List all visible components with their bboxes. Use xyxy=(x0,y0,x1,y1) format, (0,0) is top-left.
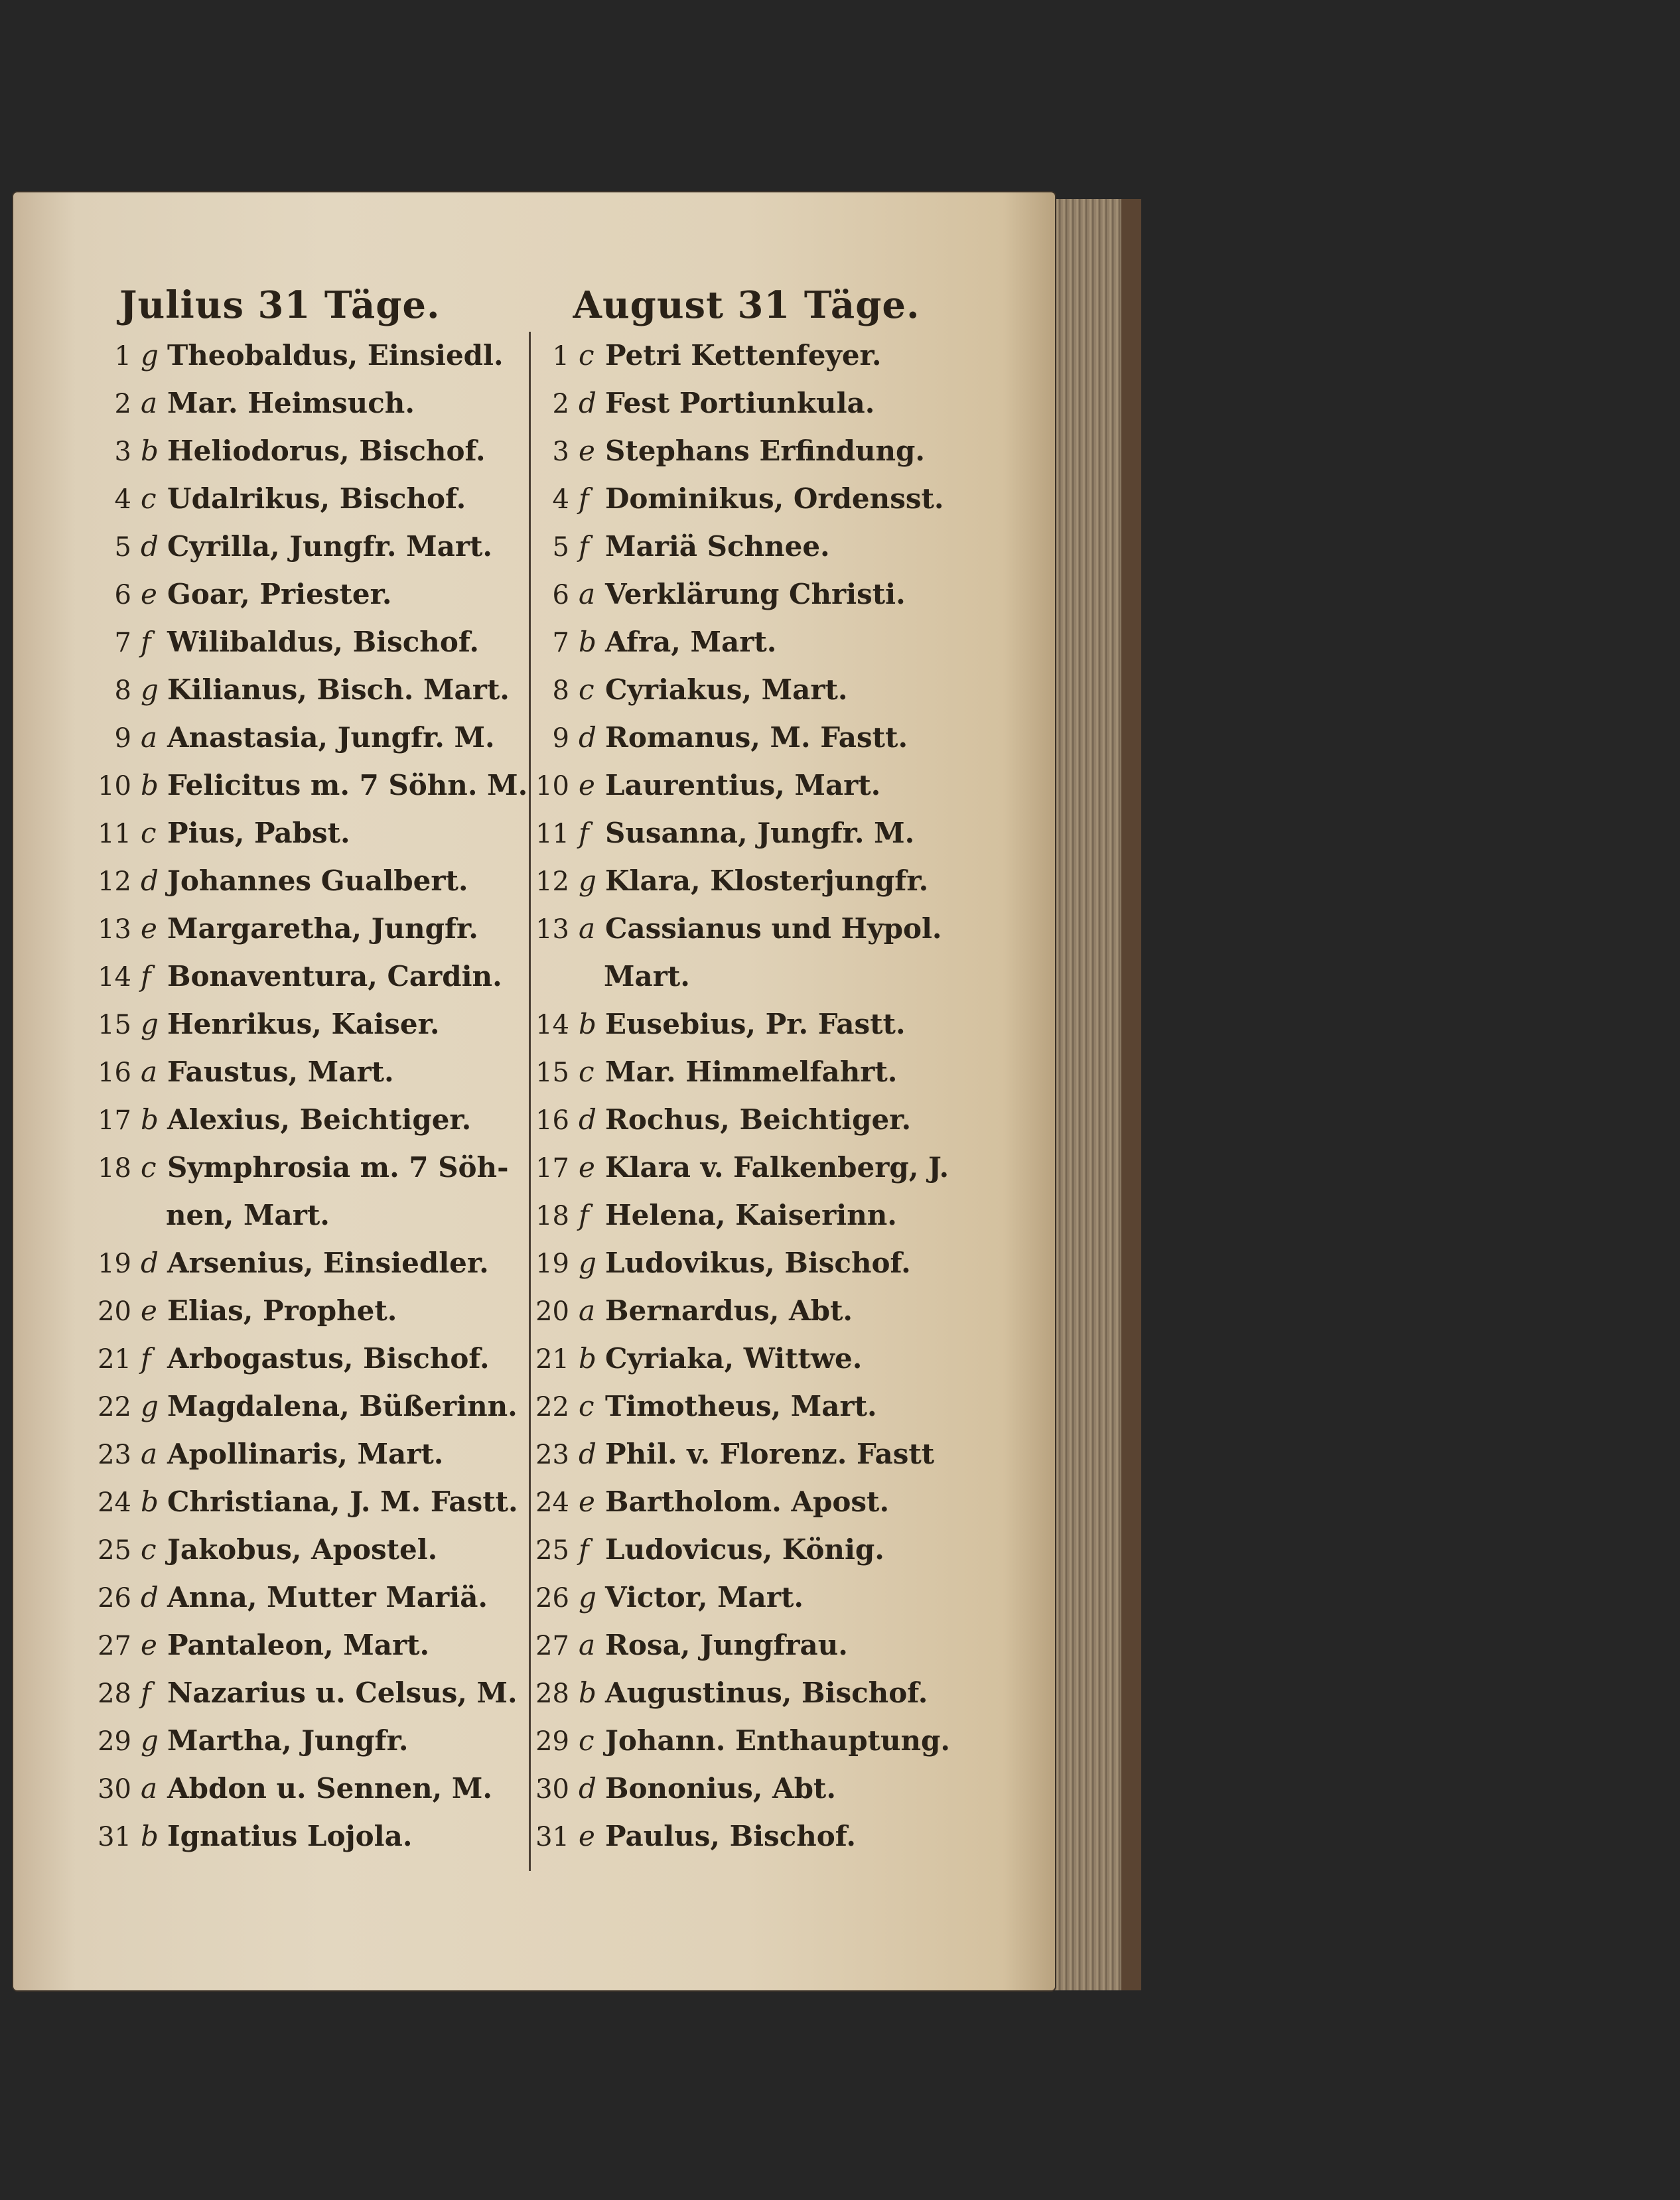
saint-name: Ludovicus, König. xyxy=(605,1533,884,1566)
day-number: 10 xyxy=(98,771,131,801)
day-number: 5 xyxy=(552,532,569,563)
dominical-letter: e xyxy=(141,578,157,610)
calendar-entry xyxy=(531,379,962,427)
day-number: 7 xyxy=(552,628,569,658)
day-number: 20 xyxy=(535,1296,569,1327)
day-number: 27 xyxy=(98,1631,131,1661)
saint-name: Phil. v. Florenz. Fastt xyxy=(605,1438,935,1470)
saint-name: Martha, Jungfr. xyxy=(167,1724,409,1757)
saint-name: Ignatius Lojola. xyxy=(167,1820,413,1852)
day-number: 4 xyxy=(552,484,569,515)
dominical-letter: f xyxy=(579,530,589,563)
calendar-entry xyxy=(93,1526,531,1574)
day-number: 8 xyxy=(114,675,131,706)
calendar-entry xyxy=(93,1096,531,1144)
dominical-letter: f xyxy=(141,626,151,658)
calendar-entry xyxy=(531,666,962,714)
saint-name: Susanna, Jungfr. M. xyxy=(605,817,915,849)
day-number: 28 xyxy=(98,1679,131,1709)
dominical-letter: c xyxy=(141,817,157,849)
calendar-entry xyxy=(531,1144,962,1192)
august-entries xyxy=(531,332,962,1860)
dominical-letter: e xyxy=(579,769,595,801)
day-number: 29 xyxy=(535,1726,569,1757)
day-number: 15 xyxy=(535,1058,569,1088)
day-number: 7 xyxy=(114,628,131,658)
day-number: 14 xyxy=(98,962,131,993)
saint-name: Cyrilla, Jungfr. Mart. xyxy=(167,530,493,563)
calendar-entry xyxy=(93,1813,531,1860)
day-number: 31 xyxy=(98,1822,131,1852)
day-number: 26 xyxy=(98,1583,131,1614)
dominical-letter: a xyxy=(579,912,596,945)
dominical-letter: d xyxy=(141,530,159,563)
dominical-letter: d xyxy=(141,864,159,897)
saint-name: Timotheus, Mart. xyxy=(605,1390,877,1422)
dominical-letter: d xyxy=(579,387,596,419)
dominical-letter: c xyxy=(141,1533,157,1566)
calendar-entry xyxy=(531,1430,962,1478)
july-entries xyxy=(93,332,531,1860)
calendar-entry xyxy=(93,714,531,762)
day-number: 5 xyxy=(114,532,131,563)
calendar-entry xyxy=(93,1192,531,1239)
day-number: 22 xyxy=(98,1392,131,1422)
day-number: 4 xyxy=(114,484,131,515)
dominical-letter: g xyxy=(141,673,159,706)
day-number: 6 xyxy=(114,580,131,610)
dominical-letter: e xyxy=(579,1485,595,1518)
dominical-letter: f xyxy=(579,817,589,849)
dominical-letter: c xyxy=(141,1151,157,1184)
saint-name: Apollinaris, Mart. xyxy=(167,1438,444,1470)
saint-name: Afra, Mart. xyxy=(605,626,777,658)
calendar-entry xyxy=(531,1574,962,1621)
dominical-letter: g xyxy=(141,1008,159,1040)
dominical-letter: b xyxy=(141,435,159,467)
calendar-entry xyxy=(93,523,531,571)
saint-name: Romanus, M. Fastt. xyxy=(605,721,908,754)
dominical-letter: a xyxy=(141,1056,158,1088)
saint-name: Klara v. Falkenberg, J. xyxy=(605,1151,949,1184)
dominical-letter: g xyxy=(141,1724,159,1757)
saint-name: Helena, Kaiserinn. xyxy=(605,1199,897,1231)
saint-name: Johannes Gualbert. xyxy=(167,864,468,897)
saint-name: Heliodorus, Bischof. xyxy=(167,435,486,467)
dominical-letter: f xyxy=(579,482,589,515)
day-number: 13 xyxy=(535,914,569,945)
saint-name: Anna, Mutter Mariä. xyxy=(167,1581,488,1614)
dominical-letter: b xyxy=(579,1008,596,1040)
saint-name: Symphrosia m. 7 Söh- xyxy=(167,1151,509,1184)
dominical-letter: b xyxy=(579,626,596,658)
calendar-entry xyxy=(531,1239,962,1287)
calendar-entry xyxy=(531,1765,962,1813)
calendar-entry xyxy=(93,1048,531,1096)
saint-name: nen, Mart. xyxy=(166,1199,330,1231)
dominical-letter: d xyxy=(579,721,596,754)
saint-name: Laurentius, Mart. xyxy=(605,769,881,801)
day-number: 10 xyxy=(535,771,569,801)
day-number: 9 xyxy=(552,723,569,754)
saint-name: Goar, Priester. xyxy=(167,578,392,610)
saint-name: Alexius, Beichtiger. xyxy=(167,1103,472,1136)
dominical-letter: e xyxy=(579,1151,595,1184)
saint-name: Pius, Pabst. xyxy=(167,817,350,849)
calendar-entry xyxy=(93,1669,531,1717)
dominical-letter: b xyxy=(141,1485,159,1518)
calendar-entry xyxy=(93,1239,531,1287)
saint-name: Mar. Himmelfahrt. xyxy=(605,1056,898,1088)
day-number: 31 xyxy=(535,1822,569,1852)
saint-name: Margaretha, Jungfr. xyxy=(167,912,478,945)
dominical-letter: e xyxy=(579,1820,595,1852)
saint-name: Petri Kettenfeyer. xyxy=(605,339,882,372)
day-number: 14 xyxy=(535,1010,569,1040)
dominical-letter: d xyxy=(579,1438,596,1470)
calendar-entry xyxy=(531,427,962,475)
day-number: 12 xyxy=(535,866,569,897)
dominical-letter: c xyxy=(579,673,595,706)
july-title: Julius 31 Täge. xyxy=(119,283,441,327)
calendar-entry xyxy=(531,571,962,618)
day-number: 1 xyxy=(114,341,131,372)
dominical-letter: b xyxy=(141,1103,159,1136)
calendar-entry xyxy=(93,1574,531,1621)
calendar-entry xyxy=(93,1621,531,1669)
saint-name: Faustus, Mart. xyxy=(167,1056,394,1088)
calendar-entry xyxy=(93,475,531,523)
calendar-entry xyxy=(531,1192,962,1239)
calendar-entry xyxy=(531,1096,962,1144)
calendar-entry xyxy=(531,1287,962,1335)
saint-name: Johann. Enthauptung. xyxy=(605,1724,951,1757)
day-number: 2 xyxy=(552,389,569,419)
dominical-letter: b xyxy=(579,1342,596,1375)
dominical-letter: c xyxy=(579,339,595,372)
day-number: 25 xyxy=(535,1535,569,1566)
august-title: August 31 Täge. xyxy=(573,283,920,327)
day-number: 22 xyxy=(535,1392,569,1422)
saint-name: Henrikus, Kaiser. xyxy=(167,1008,440,1040)
saint-name: Mart. xyxy=(604,960,690,993)
calendar-entry xyxy=(93,666,531,714)
day-number: 24 xyxy=(98,1487,131,1518)
day-number: 3 xyxy=(552,437,569,467)
day-number: 17 xyxy=(535,1153,569,1184)
day-number: 19 xyxy=(98,1249,131,1279)
dominical-letter: c xyxy=(579,1056,595,1088)
day-number: 6 xyxy=(552,580,569,610)
day-number: 15 xyxy=(98,1010,131,1040)
day-number: 12 xyxy=(98,866,131,897)
dominical-letter: d xyxy=(579,1103,596,1136)
saint-name: Bononius, Abt. xyxy=(605,1772,836,1805)
saint-name: Christiana, J. M. Fastt. xyxy=(167,1485,518,1518)
calendar-entry xyxy=(93,1765,531,1813)
dominical-letter: g xyxy=(579,864,596,897)
calendar-entry xyxy=(531,1335,962,1383)
calendar-entry xyxy=(531,1621,962,1669)
day-number: 26 xyxy=(535,1583,569,1614)
day-number: 30 xyxy=(535,1774,569,1805)
saint-name: Mariä Schnee. xyxy=(605,530,830,563)
calendar-entry xyxy=(93,1717,531,1765)
calendar-entry xyxy=(93,1478,531,1526)
calendar-entry xyxy=(531,1383,962,1430)
day-number: 24 xyxy=(535,1487,569,1518)
dominical-letter: e xyxy=(141,912,157,945)
dominical-letter: f xyxy=(141,960,151,993)
calendar-entry xyxy=(531,332,962,379)
calendar-entry xyxy=(531,475,962,523)
saint-name: Cyriaka, Wittwe. xyxy=(605,1342,863,1375)
dominical-letter: c xyxy=(141,482,157,515)
saint-name: Dominikus, Ordensst. xyxy=(605,482,944,515)
calendar-entry xyxy=(93,379,531,427)
day-number: 2 xyxy=(114,389,131,419)
day-number: 16 xyxy=(535,1105,569,1136)
calendar-entry xyxy=(531,953,962,1000)
dominical-letter: f xyxy=(579,1533,589,1566)
calendar-entry xyxy=(93,953,531,1000)
dominical-letter: f xyxy=(141,1677,151,1709)
saint-name: Nazarius u. Celsus, M. xyxy=(167,1677,518,1709)
calendar-entry xyxy=(93,1430,531,1478)
saint-name: Arsenius, Einsiedler. xyxy=(167,1247,489,1279)
day-number: 29 xyxy=(98,1726,131,1757)
saint-name: Magdalena, Büßerinn. xyxy=(167,1390,518,1422)
calendar-entry xyxy=(93,1335,531,1383)
calendar-entry xyxy=(93,905,531,953)
day-number: 21 xyxy=(98,1344,131,1375)
calendar-entry xyxy=(93,1287,531,1335)
dominical-letter: d xyxy=(579,1772,596,1805)
dominical-letter: a xyxy=(141,721,158,754)
dominical-letter: g xyxy=(141,1390,159,1422)
calendar-entry xyxy=(531,1478,962,1526)
day-number: 1 xyxy=(552,341,569,372)
dominical-letter: c xyxy=(579,1390,595,1422)
calendar-entry xyxy=(531,714,962,762)
dominical-letter: c xyxy=(579,1724,595,1757)
saint-name: Cassianus und Hypol. xyxy=(605,912,942,945)
day-number: 28 xyxy=(535,1679,569,1709)
day-number: 25 xyxy=(98,1535,131,1566)
day-number: 21 xyxy=(535,1344,569,1375)
day-number: 11 xyxy=(98,819,131,849)
saint-name: Bernardus, Abt. xyxy=(605,1294,853,1327)
day-number: 9 xyxy=(114,723,131,754)
dominical-letter: a xyxy=(141,387,158,419)
day-number: 3 xyxy=(114,437,131,467)
day-number: 27 xyxy=(535,1631,569,1661)
calendar-entry xyxy=(93,1383,531,1430)
dominical-letter: g xyxy=(579,1247,596,1279)
saint-name: Victor, Mart. xyxy=(605,1581,804,1614)
saint-name: Rochus, Beichtiger. xyxy=(605,1103,912,1136)
july-column xyxy=(93,279,531,1860)
saint-name: Kilianus, Bisch. Mart. xyxy=(167,673,510,706)
dominical-letter: a xyxy=(141,1772,158,1805)
day-number: 13 xyxy=(98,914,131,945)
dominical-letter: d xyxy=(141,1581,159,1614)
saint-name: Fest Portiunkula. xyxy=(605,387,875,419)
saint-name: Anastasia, Jungfr. M. xyxy=(167,721,495,754)
saint-name: Theobaldus, Einsiedl. xyxy=(167,339,504,372)
dominical-letter: a xyxy=(141,1438,158,1470)
saint-name: Ludovikus, Bischof. xyxy=(605,1247,911,1279)
dominical-letter: b xyxy=(579,1677,596,1709)
saint-name: Klara, Klosterjungfr. xyxy=(605,864,929,897)
day-number: 16 xyxy=(98,1058,131,1088)
calendar-entry xyxy=(531,1000,962,1048)
saint-name: Cyriakus, Mart. xyxy=(605,673,848,706)
saint-name: Bartholom. Apost. xyxy=(605,1485,890,1518)
saint-name: Abdon u. Sennen, M. xyxy=(167,1772,493,1805)
saint-name: Stephans Erfindung. xyxy=(605,435,926,467)
day-number: 18 xyxy=(98,1153,131,1184)
august-column xyxy=(531,279,962,1860)
dominical-letter: a xyxy=(579,1629,596,1661)
calendar-entry xyxy=(93,809,531,857)
dominical-letter: b xyxy=(141,769,159,801)
calendar-entry xyxy=(93,332,531,379)
saint-name: Bonaventura, Cardin. xyxy=(167,960,502,993)
calendar-entry xyxy=(93,427,531,475)
book-binding xyxy=(1121,199,1141,1990)
day-number: 23 xyxy=(98,1440,131,1470)
dominical-letter: f xyxy=(141,1342,151,1375)
day-number: 18 xyxy=(535,1201,569,1231)
day-number: 23 xyxy=(535,1440,569,1470)
dominical-letter: f xyxy=(579,1199,589,1231)
saint-name: Mar. Heimsuch. xyxy=(167,387,415,419)
dominical-letter: d xyxy=(141,1247,159,1279)
dominical-letter: a xyxy=(579,1294,596,1327)
calendar-entry xyxy=(93,571,531,618)
calendar-entry xyxy=(531,1048,962,1096)
saint-name: Udalrikus, Bischof. xyxy=(167,482,466,515)
saint-name: Arbogastus, Bischof. xyxy=(167,1342,490,1375)
dominical-letter: e xyxy=(141,1629,157,1661)
calendar-entry xyxy=(531,1813,962,1860)
dominical-letter: e xyxy=(141,1294,157,1327)
saint-name: Wilibaldus, Bischof. xyxy=(167,626,480,658)
calendar-entry xyxy=(531,762,962,809)
calendar-entry xyxy=(531,1526,962,1574)
calendar-entry xyxy=(531,523,962,571)
saint-name: Pantaleon, Mart. xyxy=(167,1629,430,1661)
calendar-entry xyxy=(531,618,962,666)
saint-name: Elias, Prophet. xyxy=(167,1294,397,1327)
calendar-entry xyxy=(531,905,962,953)
dominical-letter: e xyxy=(579,435,595,467)
day-number: 17 xyxy=(98,1105,131,1136)
dominical-letter: a xyxy=(579,578,596,610)
calendar-entry xyxy=(93,1000,531,1048)
calendar-entry xyxy=(531,857,962,905)
dominical-letter: g xyxy=(579,1581,596,1614)
saint-name: Rosa, Jungfrau. xyxy=(605,1629,848,1661)
calendar-entry xyxy=(93,762,531,809)
calendar-entry xyxy=(531,1717,962,1765)
day-number: 20 xyxy=(98,1296,131,1327)
day-number: 11 xyxy=(535,819,569,849)
dominical-letter: b xyxy=(141,1820,159,1852)
saint-name: Felicitus m. 7 Söhn. M. xyxy=(167,769,528,801)
calendar-entry xyxy=(93,618,531,666)
dominical-letter: g xyxy=(141,339,159,372)
day-number: 8 xyxy=(552,675,569,706)
calendar-entry xyxy=(531,809,962,857)
saint-name: Paulus, Bischof. xyxy=(605,1820,856,1852)
calendar-entry xyxy=(93,1144,531,1192)
saint-name: Jakobus, Apostel. xyxy=(167,1533,438,1566)
day-number: 30 xyxy=(98,1774,131,1805)
calendar-entry xyxy=(93,857,531,905)
calendar-entry xyxy=(531,1669,962,1717)
saint-name: Eusebius, Pr. Fastt. xyxy=(605,1008,906,1040)
saint-name: Verklärung Christi. xyxy=(605,578,906,610)
day-number: 19 xyxy=(535,1249,569,1279)
saint-name: Augustinus, Bischof. xyxy=(605,1677,928,1709)
